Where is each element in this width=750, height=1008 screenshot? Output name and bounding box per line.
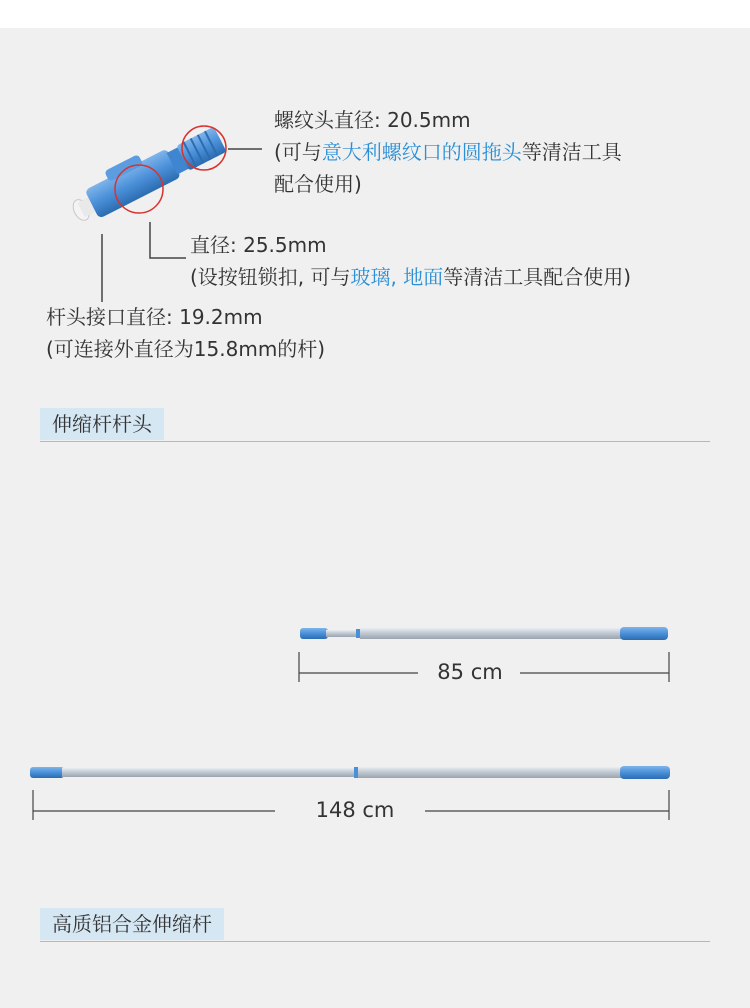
section-divider (40, 941, 710, 942)
pole-head-part (64, 118, 227, 228)
thread-head-compat-end: 配合使用) (274, 172, 362, 196)
thread-head-compat: (可与意大利螺纹口的圆拖头等清洁工具 (274, 140, 622, 164)
body-highlight: 玻璃, 地面 (350, 265, 444, 289)
diameter-annotation (190, 229, 631, 293)
section-divider (40, 441, 710, 442)
thread-head-diameter: 螺纹头直径: 20.5mm (274, 108, 471, 132)
section-title-pole-head: 伸缩杆杆头 (40, 408, 164, 440)
short-pole (300, 627, 668, 640)
thread-head-highlight: 意大利螺纹口的圆拖头 (321, 140, 522, 164)
short-pole-length: 85 cm (437, 660, 503, 684)
interface-annotation (46, 301, 325, 365)
interface-diameter: 杆头接口直径: 19.2mm (46, 305, 263, 329)
interface-compat: (可连接外直径为15.8mm的杆) (46, 337, 326, 361)
thread-head-annotation (274, 104, 622, 200)
body-compat: (设按钮锁扣, 可与玻璃, 地面等清洁工具配合使用) (190, 265, 632, 289)
body-diameter: 直径: 25.5mm (190, 233, 327, 257)
long-pole-length: 148 cm (315, 798, 395, 822)
section-title-alloy-pole: 高质铝合金伸缩杆 (40, 908, 224, 940)
long-pole (30, 766, 670, 779)
